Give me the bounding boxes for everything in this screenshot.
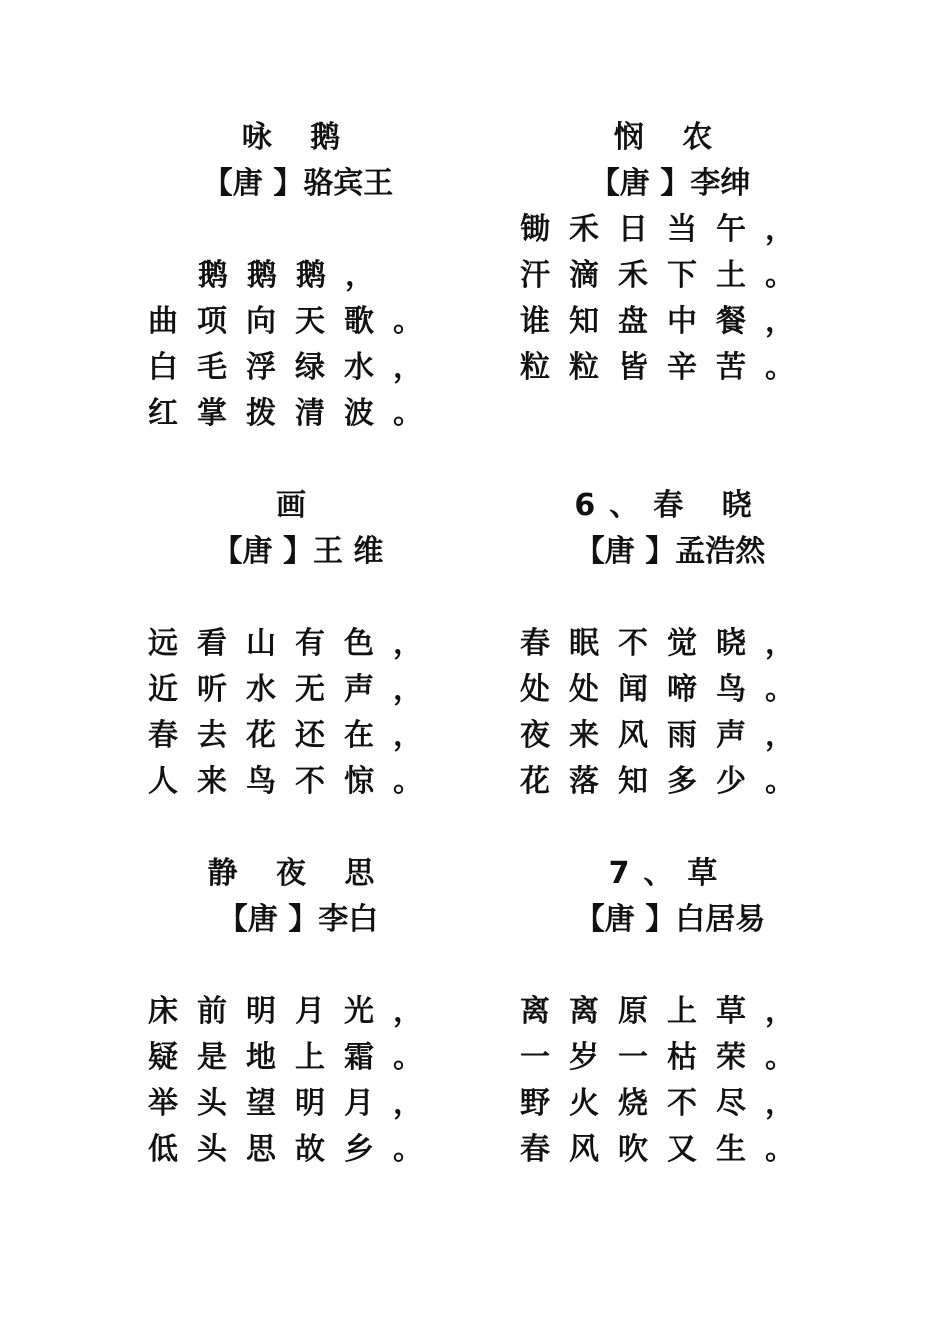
poem-line: 处处闻啼鸟。: [520, 672, 814, 707]
poem-line: 野火烧不尽，: [520, 1086, 814, 1121]
poem-line: 疑是地上霜。: [148, 1040, 442, 1075]
poem-line: 粒粒皆辛苦。: [520, 350, 814, 385]
poem-line: 鹅鹅鹅，: [198, 258, 394, 293]
poem-title: 咏 鹅: [241, 120, 355, 155]
poem-line: 春去花还在，: [148, 718, 442, 753]
poem-title: 7、草: [608, 856, 732, 891]
poem-line: 人来鸟不惊。: [148, 764, 442, 799]
poem-line: 春风吹又生。: [520, 1132, 814, 1167]
poem-line: 曲项向天歌。: [148, 304, 442, 339]
poem-line: 举头望明月，: [148, 1086, 442, 1121]
poem-author: 【唐 】李白: [217, 902, 379, 937]
poem-line: 床前明月光，: [148, 994, 442, 1029]
poem-title: 静 夜 思: [207, 856, 389, 891]
poem-line: 低头思故乡。: [148, 1132, 442, 1167]
poem-line: 白毛浮绿水，: [148, 350, 442, 385]
poem-line: 近听水无声，: [148, 672, 442, 707]
poem-line: 锄禾日当午，: [520, 212, 814, 247]
poem-line: 离离原上草，: [520, 994, 814, 1029]
poem-line: 汗滴禾下土。: [520, 258, 814, 293]
poem-author: 【唐 】李绅: [589, 166, 751, 201]
poem-line: 春眠不觉晓，: [520, 626, 814, 661]
poem-line: 夜来风雨声，: [520, 718, 814, 753]
poem-line: 一岁一枯荣。: [520, 1040, 814, 1075]
poem-author: 【唐 】孟浩然: [574, 534, 766, 569]
poem-line: 红掌拨清波。: [148, 396, 442, 431]
poem-title: 画: [276, 488, 320, 523]
poem-line: 花落知多少。: [520, 764, 814, 799]
poem-title: 6、春 晓: [574, 488, 766, 523]
poem-author: 【唐 】骆宾王: [202, 166, 394, 201]
poem-line: 远看山有色，: [148, 626, 442, 661]
poem-title: 悯 农: [613, 120, 727, 155]
poem-line: 谁知盘中餐，: [520, 304, 814, 339]
poem-author: 【唐 】白居易: [574, 902, 766, 937]
poem-author: 【唐 】王 维: [212, 534, 384, 569]
